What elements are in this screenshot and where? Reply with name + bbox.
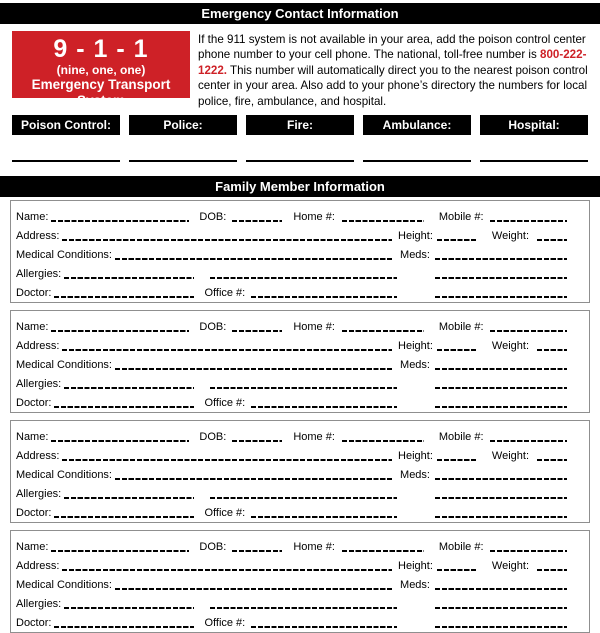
member-row-medical	[16, 353, 567, 372]
page	[0, 3, 600, 633]
poison-control-number-line	[12, 160, 120, 162]
family-header-title: Family Member Information	[215, 179, 385, 195]
member-row-allergies	[16, 372, 567, 391]
office-phone-line	[251, 516, 397, 518]
contact-label-poison-control: Poison Control:	[12, 115, 120, 135]
name-line	[51, 550, 189, 552]
height-line	[437, 569, 476, 571]
member-row-address	[16, 444, 567, 463]
height-label: Height:	[398, 340, 433, 353]
dob-label: DOB:	[199, 541, 227, 554]
doctor-label: Doctor:	[16, 507, 52, 520]
medical-conditions-line	[115, 258, 392, 260]
address-line	[62, 239, 392, 241]
name-label: Name:	[16, 321, 49, 334]
height-label: Height:	[398, 230, 433, 243]
instructions-paragraph	[198, 31, 588, 109]
medical-conditions-label: Medical Conditions:	[16, 469, 112, 482]
weight-label: Weight:	[491, 560, 529, 573]
address-label: Address:	[16, 340, 60, 353]
911-subtitle: (nine, one, one)	[56, 63, 146, 77]
mobile-phone-line	[490, 550, 567, 552]
contact-label-ambulance: Ambulance:	[363, 115, 471, 135]
member-row-name	[16, 315, 567, 334]
911-number: 9 - 1 - 1	[53, 35, 149, 63]
instructions-text-before: If the 911 system is not available in your area, add the poison control center phone number to your cell phone. The national, toll-free number is	[198, 33, 586, 62]
contact-label-hospital: Hospital:	[480, 115, 588, 135]
emergency-header-title: Emergency Contact Information	[201, 6, 399, 21]
address-line	[62, 569, 392, 571]
member-row-medical	[16, 243, 567, 262]
mobile-phone-line	[490, 220, 567, 222]
family-member-card	[10, 200, 590, 303]
allergies-label: Allergies:	[16, 378, 62, 391]
medical-conditions-label: Medical Conditions:	[16, 249, 112, 262]
doctor-line	[54, 626, 194, 628]
fire-number-line	[246, 160, 354, 162]
name-label: Name:	[16, 431, 49, 444]
member-row-allergies	[16, 262, 567, 281]
height-label: Height:	[398, 560, 433, 573]
office-phone-line	[251, 296, 397, 298]
mobile-phone-label: Mobile #:	[438, 541, 484, 554]
address-line	[62, 459, 392, 461]
home-phone-line	[342, 550, 424, 552]
member-row-medical	[16, 573, 567, 592]
family-header-bar	[0, 176, 600, 197]
home-phone-label: Home #:	[293, 541, 335, 554]
meds-label: Meds:	[400, 469, 430, 482]
dob-label: DOB:	[199, 321, 227, 334]
allergies-continuation-line	[210, 387, 397, 389]
allergies-continuation-line	[210, 277, 397, 279]
mobile-phone-line	[490, 440, 567, 442]
home-phone-line	[342, 330, 424, 332]
mobile-phone-label: Mobile #:	[438, 211, 484, 224]
meds-line	[435, 368, 567, 370]
contact-labels-row	[12, 115, 588, 135]
member-row-doctor	[16, 611, 567, 630]
mobile-phone-label: Mobile #:	[438, 431, 484, 444]
member-row-medical	[16, 463, 567, 482]
member-row-name	[16, 425, 567, 444]
meds-continuation-line-1	[435, 387, 567, 389]
home-phone-label: Home #:	[293, 321, 335, 334]
home-phone-line	[342, 440, 424, 442]
doctor-label: Doctor:	[16, 287, 52, 300]
meds-continuation-line-2	[435, 296, 567, 298]
doctor-line	[54, 516, 194, 518]
weight-line	[537, 239, 567, 241]
911-badge	[12, 31, 190, 108]
dob-line	[232, 440, 282, 442]
home-phone-label: Home #:	[293, 211, 335, 224]
instructions-text-after: This number will automatically direct you to the nearest poison control center in your area. Also add to your phone’s directory the numbers for local police, fire, ambulance, and hospital.	[198, 63, 588, 108]
family-member-card	[10, 530, 590, 633]
ambulance-number-line	[363, 160, 471, 162]
meds-label: Meds:	[400, 579, 430, 592]
meds-label: Meds:	[400, 359, 430, 372]
contact-number-lines-row	[12, 160, 588, 162]
allergies-continuation-line	[210, 497, 397, 499]
mobile-phone-label: Mobile #:	[438, 321, 484, 334]
contact-label-police: Police:	[129, 115, 237, 135]
address-line	[62, 349, 392, 351]
meds-continuation-line-2	[435, 406, 567, 408]
medical-conditions-line	[115, 478, 392, 480]
medical-conditions-label: Medical Conditions:	[16, 579, 112, 592]
member-row-doctor	[16, 281, 567, 300]
height-line	[437, 349, 476, 351]
member-row-address	[16, 554, 567, 573]
family-member-card	[10, 420, 590, 523]
weight-line	[537, 569, 567, 571]
dob-line	[232, 220, 282, 222]
emergency-header-bar	[0, 3, 600, 24]
height-label: Height:	[398, 450, 433, 463]
name-line	[51, 440, 189, 442]
office-phone-label: Office #:	[204, 507, 246, 520]
allergies-label: Allergies:	[16, 268, 62, 281]
medical-conditions-line	[115, 368, 392, 370]
meds-line	[435, 258, 567, 260]
office-phone-line	[251, 626, 397, 628]
member-row-allergies	[16, 592, 567, 611]
allergies-line	[64, 497, 194, 499]
address-label: Address:	[16, 450, 60, 463]
name-label: Name:	[16, 211, 49, 224]
member-row-name	[16, 535, 567, 554]
doctor-line	[54, 406, 194, 408]
dob-label: DOB:	[199, 211, 227, 224]
medical-conditions-label: Medical Conditions:	[16, 359, 112, 372]
office-phone-label: Office #:	[204, 287, 246, 300]
doctor-label: Doctor:	[16, 617, 52, 630]
medical-conditions-line	[115, 588, 392, 590]
member-row-doctor	[16, 391, 567, 410]
member-row-doctor	[16, 501, 567, 520]
weight-label: Weight:	[491, 340, 529, 353]
name-line	[51, 220, 189, 222]
member-row-address	[16, 224, 567, 243]
allergies-label: Allergies:	[16, 488, 62, 501]
member-row-allergies	[16, 482, 567, 501]
name-line	[51, 330, 189, 332]
allergies-line	[64, 277, 194, 279]
member-row-name	[16, 205, 567, 224]
mobile-phone-line	[490, 330, 567, 332]
doctor-label: Doctor:	[16, 397, 52, 410]
police-number-line	[129, 160, 237, 162]
dob-label: DOB:	[199, 431, 227, 444]
allergies-continuation-line	[210, 607, 397, 609]
meds-continuation-line-1	[435, 497, 567, 499]
dob-line	[232, 550, 282, 552]
meds-line	[435, 588, 567, 590]
weight-label: Weight:	[491, 230, 529, 243]
office-phone-line	[251, 406, 397, 408]
name-label: Name:	[16, 541, 49, 554]
weight-label: Weight:	[491, 450, 529, 463]
meds-continuation-line-1	[435, 607, 567, 609]
meds-continuation-line-2	[435, 626, 567, 628]
allergies-line	[64, 607, 194, 609]
poison-control-phone-number: 800-222-1222.	[198, 48, 587, 77]
member-row-address	[16, 334, 567, 353]
allergies-line	[64, 387, 194, 389]
911-caption: Emergency Transport System	[31, 77, 171, 108]
hospital-number-line	[480, 160, 588, 162]
meds-label: Meds:	[400, 249, 430, 262]
office-phone-label: Office #:	[204, 397, 246, 410]
family-member-cards	[10, 200, 590, 633]
height-line	[437, 239, 476, 241]
height-line	[437, 459, 476, 461]
weight-line	[537, 349, 567, 351]
office-phone-label: Office #:	[204, 617, 246, 630]
weight-line	[537, 459, 567, 461]
home-phone-label: Home #:	[293, 431, 335, 444]
allergies-label: Allergies:	[16, 598, 62, 611]
dob-line	[232, 330, 282, 332]
meds-continuation-line-1	[435, 277, 567, 279]
top-section	[12, 31, 588, 109]
meds-line	[435, 478, 567, 480]
address-label: Address:	[16, 230, 60, 243]
family-member-card	[10, 310, 590, 413]
home-phone-line	[342, 220, 424, 222]
doctor-line	[54, 296, 194, 298]
meds-continuation-line-2	[435, 516, 567, 518]
address-label: Address:	[16, 560, 60, 573]
contact-label-fire: Fire:	[246, 115, 354, 135]
